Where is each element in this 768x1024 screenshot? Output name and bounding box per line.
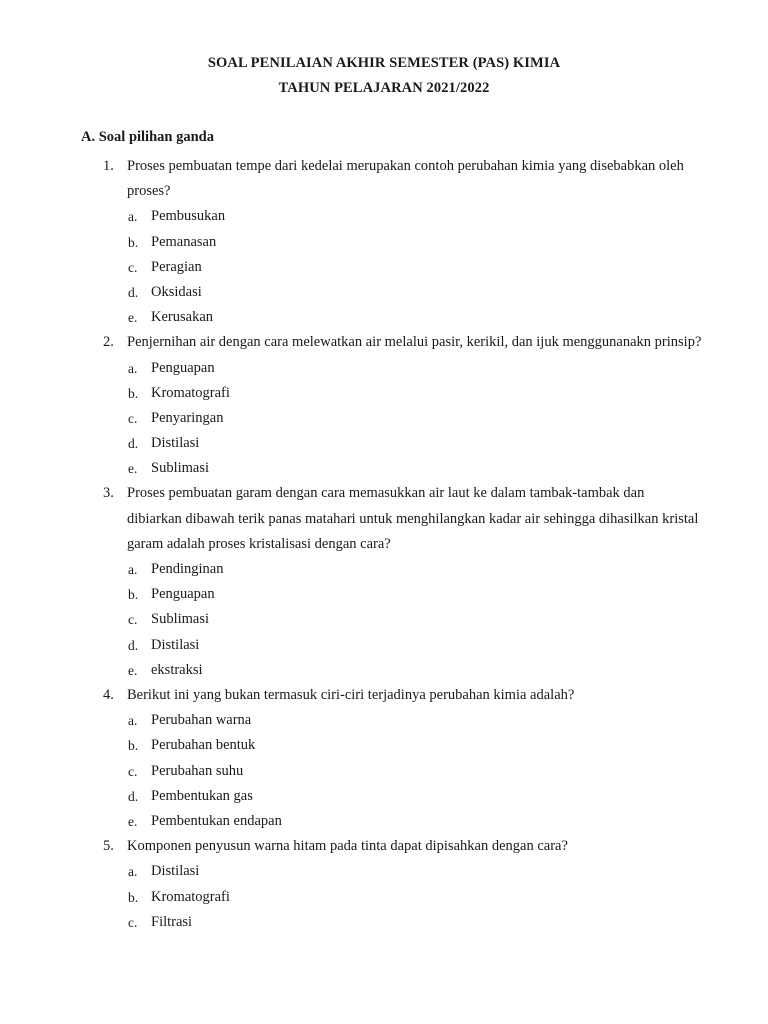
section-heading: A. Soal pilihan ganda	[81, 129, 214, 145]
option-letter: c.	[128, 763, 138, 779]
option-letter: b.	[128, 385, 139, 401]
answer-option	[0, 305, 768, 330]
answer-option	[0, 381, 768, 406]
question-text: Proses pembuatan garam dengan cara memasukkan air laut ke dalam tambak-tambak dan dibiarkan dibawah terik panas matahari untuk menghilangkan kadar air sehingga dihasilkan kristal garam adalah proses kristalisasi dengan cara?	[127, 485, 699, 552]
option-text: Sublimasi	[151, 611, 210, 628]
option-text: Kerusakan	[151, 309, 214, 326]
answer-option	[0, 859, 768, 884]
option-text: Filtrasi	[151, 913, 193, 930]
answer-option	[0, 557, 768, 582]
option-letter: c.	[128, 612, 138, 628]
option-text: Penguapan	[151, 359, 215, 376]
option-text: Perubahan bentuk	[151, 737, 256, 754]
question-item	[0, 481, 768, 683]
option-letter: a.	[128, 713, 138, 729]
answer-option	[0, 809, 768, 834]
option-letter: b.	[128, 738, 139, 754]
option-letter: a.	[128, 864, 138, 880]
option-text: Pembentukan gas	[151, 787, 253, 804]
option-letter: c.	[128, 410, 138, 426]
document-subtitle: TAHUN PELAJARAN 2021/2022	[278, 80, 490, 96]
question-text: Proses pembuatan tempe dari kedelai merupakan contoh perubahan kimia yang disebabkan oleh proses?	[127, 158, 684, 200]
option-letter: e.	[128, 461, 138, 477]
question-number: 5.	[103, 838, 114, 855]
answer-option	[0, 633, 768, 658]
option-text: Distilasi	[151, 636, 200, 653]
option-text: Sublimasi	[151, 460, 210, 477]
option-text: Pembentukan endapan	[151, 812, 282, 829]
answer-option	[0, 356, 768, 381]
option-letter: e.	[128, 662, 138, 678]
option-letter: b.	[128, 234, 139, 250]
answer-option	[0, 759, 768, 784]
answer-option	[0, 607, 768, 632]
answer-option	[0, 733, 768, 758]
answer-option	[0, 280, 768, 305]
option-text: Penyaringan	[151, 409, 224, 426]
option-text: Penguapan	[151, 586, 215, 603]
question-number: 2.	[103, 334, 114, 351]
question-list	[0, 154, 768, 935]
option-letter: d.	[128, 436, 139, 452]
option-text: Distilasi	[151, 863, 200, 880]
option-letter: a.	[128, 209, 138, 225]
question-number: 3.	[103, 485, 114, 502]
option-letter: d.	[128, 284, 139, 300]
option-letter: c.	[128, 914, 138, 930]
option-letter: c.	[128, 259, 138, 275]
answer-options	[0, 557, 768, 683]
option-text: Perubahan warna	[151, 712, 252, 729]
question-number: 4.	[103, 687, 114, 704]
option-text: ekstraksi	[151, 661, 203, 678]
answer-option	[0, 885, 768, 910]
question-item	[0, 834, 768, 935]
answer-option	[0, 431, 768, 456]
document-title: SOAL PENILAIAN AKHIR SEMESTER (PAS) KIMIA	[207, 55, 561, 71]
answer-option	[0, 784, 768, 809]
answer-option	[0, 406, 768, 431]
question-text: Penjernihan air dengan cara melewatkan air melalui pasir, kerikil, dan ijuk menggunanakn prinsip?	[127, 334, 702, 351]
question-number: 1.	[103, 158, 114, 174]
answer-option	[0, 582, 768, 607]
answer-option	[0, 910, 768, 935]
answer-option	[0, 255, 768, 280]
option-text: Kromatografi	[151, 888, 230, 905]
option-letter: b.	[128, 889, 139, 905]
option-text: Kromatografi	[151, 384, 230, 401]
answer-options	[0, 356, 768, 482]
option-text: Distilasi	[151, 435, 200, 452]
option-text: Perubahan suhu	[151, 762, 244, 779]
option-text: Pemanasan	[151, 233, 217, 250]
option-text: Oksidasi	[151, 283, 202, 300]
question-item	[0, 330, 768, 481]
answer-options	[0, 859, 768, 935]
option-text: Pendinginan	[151, 561, 224, 578]
answer-option	[0, 658, 768, 683]
option-letter: e.	[128, 813, 138, 829]
option-text: Pembusukan	[151, 208, 226, 225]
question-text: Komponen penyusun warna hitam pada tinta dapat dipisahkan dengan cara?	[127, 838, 568, 855]
question-item	[0, 154, 768, 330]
question-item	[0, 683, 768, 834]
option-letter: d.	[128, 788, 139, 804]
answer-options	[0, 708, 768, 834]
answer-option	[0, 230, 768, 255]
option-letter: b.	[128, 587, 139, 603]
option-letter: d.	[128, 637, 139, 653]
option-letter: e.	[128, 310, 138, 326]
answer-option	[0, 456, 768, 481]
answer-option	[0, 204, 768, 229]
answer-options	[0, 204, 768, 330]
option-letter: a.	[128, 562, 138, 578]
option-text: Peragian	[151, 258, 202, 275]
question-text: Berikut ini yang bukan termasuk ciri-ciri terjadinya perubahan kimia adalah?	[127, 687, 575, 704]
answer-option	[0, 708, 768, 733]
option-letter: a.	[128, 360, 138, 376]
